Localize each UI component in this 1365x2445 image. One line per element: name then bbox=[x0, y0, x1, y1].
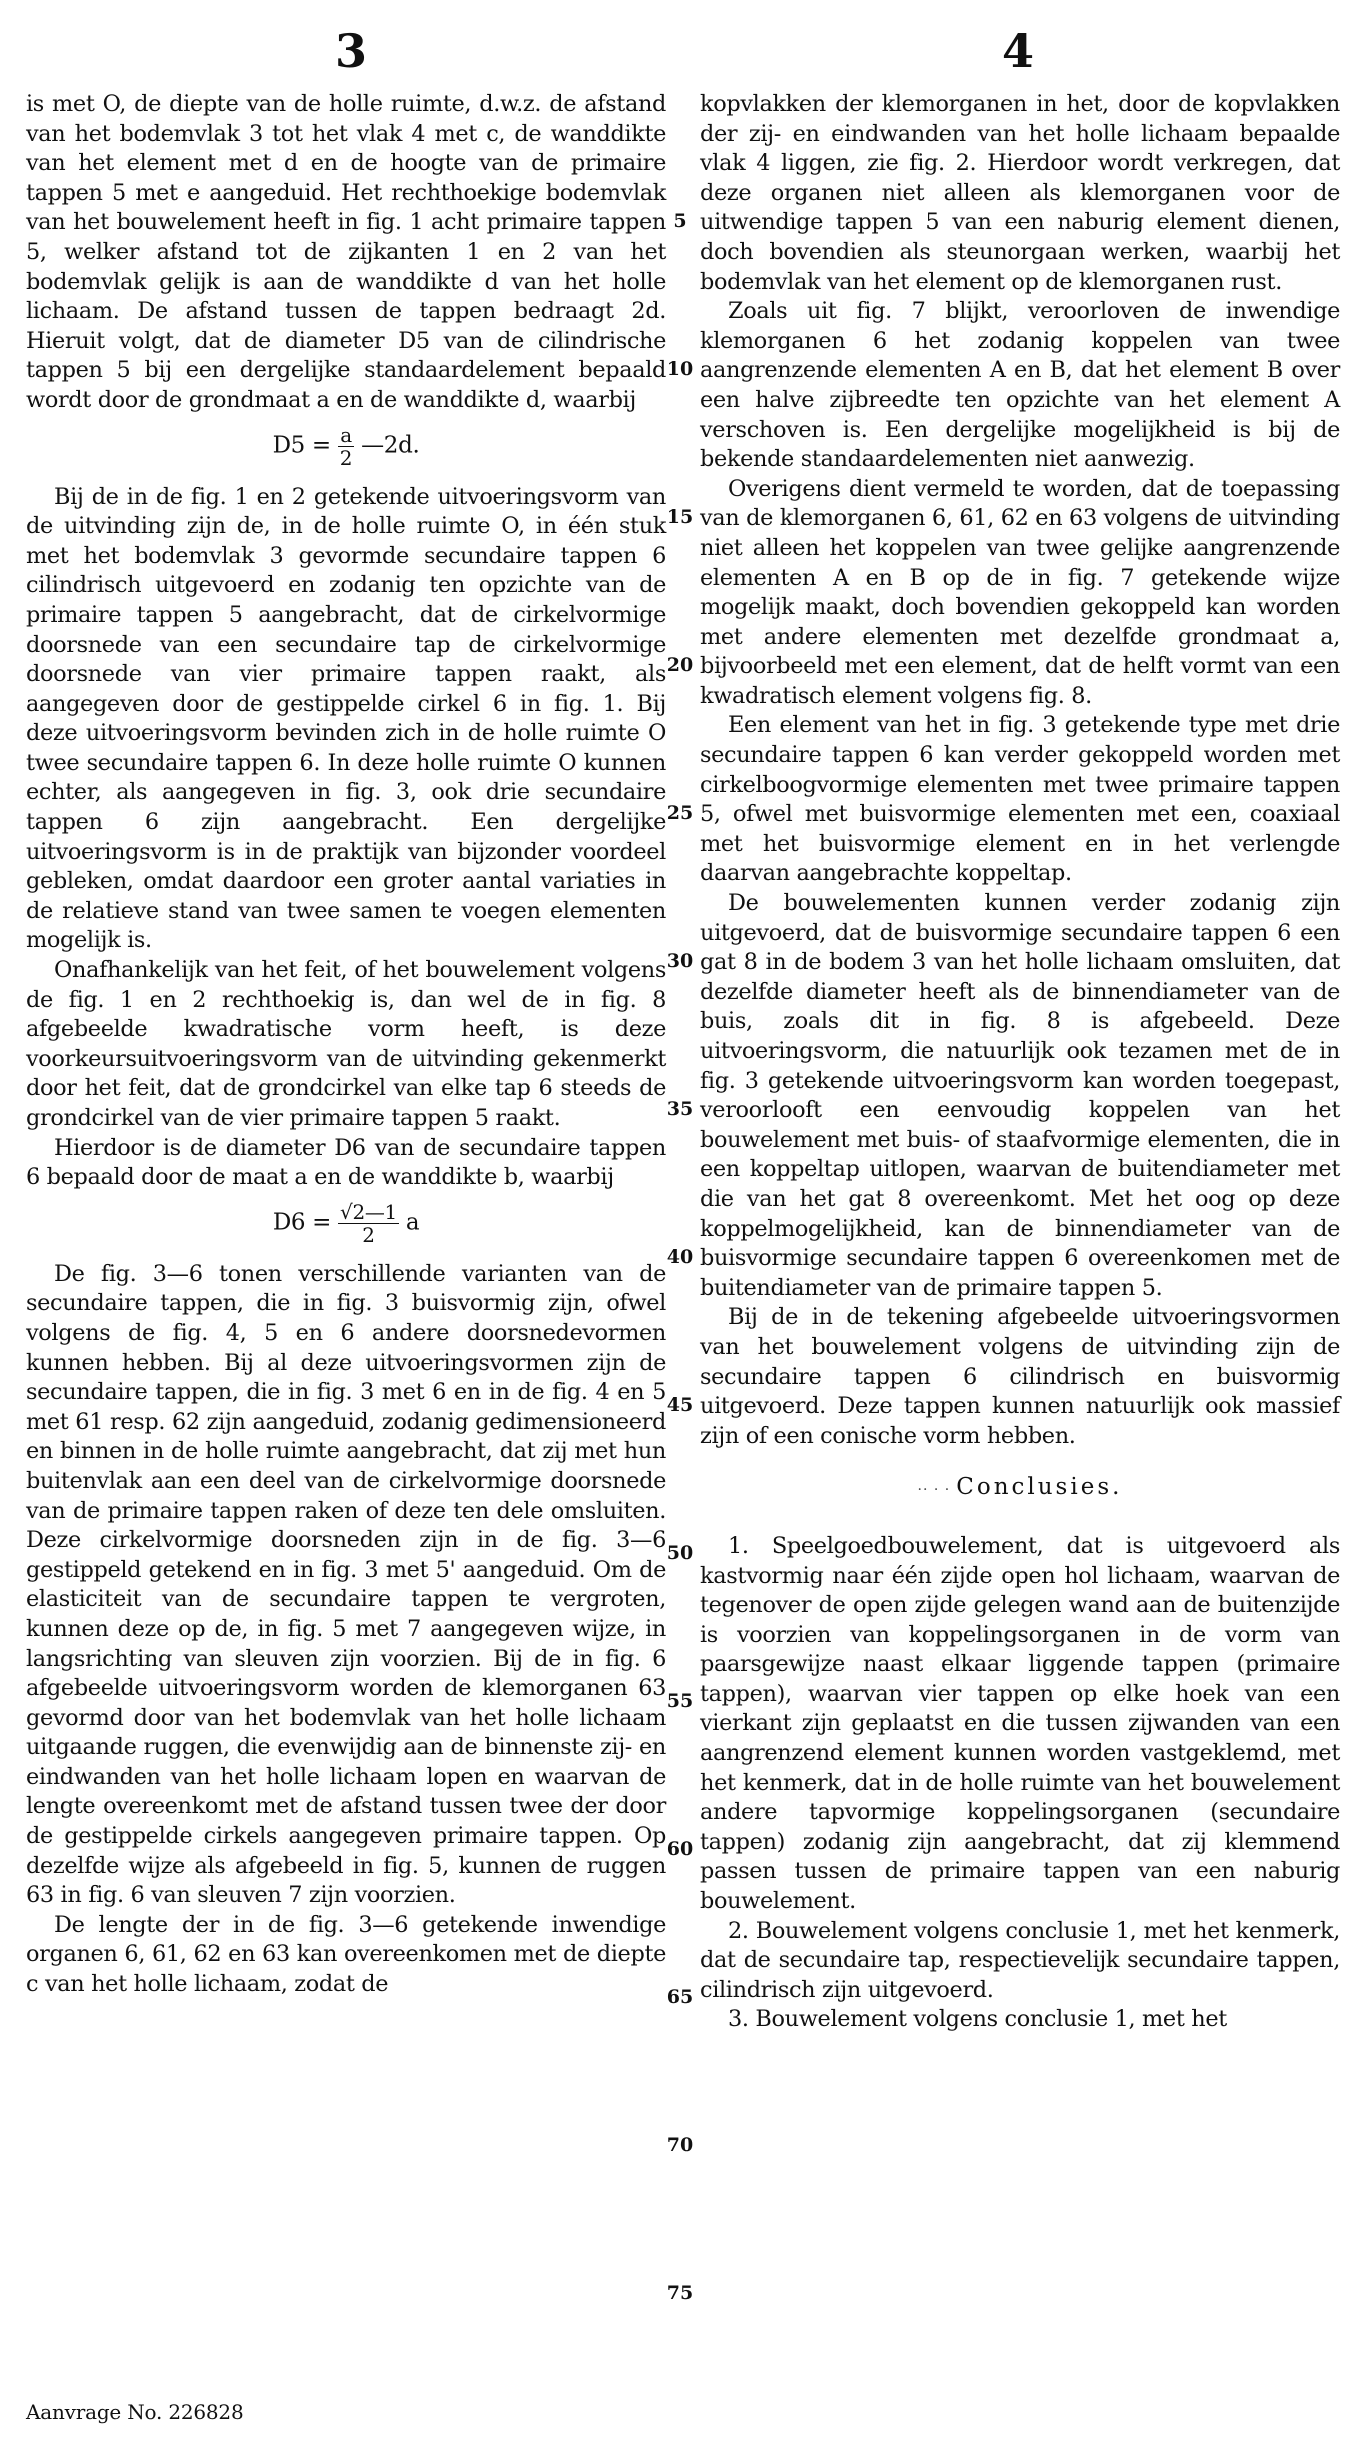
line-number: 10 bbox=[666, 358, 694, 381]
paragraph: De fig. 3—6 tonen verschillende varianten van de secundaire tappen, die in fig. 3 buisvormig zijn, ofwel volgens de fig. 4, 5 en 6 andere doorsnedevormen kunnen hebben. Bij al deze uitvoeringsvormen zijn de secundaire tappen, die in fig. 3 met 6 en in de fig. 4 en 5 met 61 resp. 62 zijn aangeduid, zodanig gedimensioneerd en binnen in de holle ruimte aangebracht, dat zij met hun buitenvlak aan een deel van de cirkelvormige doorsnede van de primaire tappen raken of deze ten dele omsluiten. Deze cirkelvormige doorsneden zijn in de fig. 3—6 gestippeld getekend en in fig. 3 met 5' aangeduid. Om de elasticiteit van de secundaire tappen te vergroten, kunnen deze op de, in fig. 5 met 7 aangegeven wijze, in langsrichting van sleuven zijn voorzien. Bij de in fig. 6 afgebeelde uitvoeringsvorm worden de klemorganen 63 gevormd door van het bodemvlak van het holle lichaam uitgaande ruggen, die evenwijdig aan de binnenste zij- en eindwanden van het holle lichaam lopen en waarvan de lengte overeenkomt met de afstand tussen twee der door de gestippelde cirkels aangegeven primaire tappen. Op dezelfde wijze als afgebeeld in fig. 5, kunnen de ruggen 63 in fig. 6 van sleuven 7 zijn voorzien. bbox=[26, 1260, 666, 1909]
claim-1: 1. Speelgoedbouwelement, dat is uitgevoerd als kastvormig naar één zijde open hol lichaam, waarvan de tegenover de open zijde gelegen wand aan de buitenzijde is voorzien van koppelingsorganen in de vorm van paarsgewijze naast elkaar liggende tappen (primaire tappen), waarvan vier tappen op elke hoek van een vierkant zijn geplaatst en die tussen zijwanden van een aangrenzend element kunnen worden vastgeklemd, met het kenmerk, dat in de holle ruimte van het bouwelement andere tapvormige koppelingsorganen (secundaire tappen) zodanig zijn aangebracht, dat zij klemmend passen tussen de primaire tappen van een naburig bouwelement. bbox=[700, 1532, 1340, 1915]
line-number: 35 bbox=[666, 1098, 694, 1121]
line-number-gutter bbox=[660, 0, 700, 2445]
page-number-left: 3 bbox=[335, 24, 368, 78]
application-number-footer: Aanvrage No. 226828 bbox=[26, 2400, 244, 2424]
paragraph: De lengte der in de fig. 3—6 getekende inwendige organen 6, 61, 62 en 63 kan overeenkomen met de diepte c van het holle lichaam, zodat de bbox=[26, 1911, 666, 1998]
claim-3: 3. Bouwelement volgens conclusie 1, met het bbox=[728, 2006, 1227, 2033]
paragraph: Bij de in de fig. 1 en 2 getekende uitvoeringsvorm van de uitvinding zijn de, in de holle ruimte O, in één stuk met het bodemvlak 3 gevormde secundaire tappen 6 cilindrisch uitgevoerd en zodanig ten opzichte van de primaire tappen 5 aangebracht, dat de cirkelvormige doorsnede van een secundaire tap de cirkelvormige doorsnede van vier primaire tappen raakt, als aangegeven door de gestippelde cirkel 6 in fig. 1. Bij deze uitvoeringsvorm bevinden zich in de holle ruimte O twee secundaire tappen 6. In deze holle ruimte O kunnen echter, als aangegeven in fig. 3, ook drie secundaire tappen 6 zijn aangebracht. Een dergelijke uitvoeringsvorm is in de praktijk van bijzonder voordeel gebleken, omdat daardoor een groter aantal variaties in de relatieve stand van twee samen te voegen elementen mogelijk is. bbox=[26, 483, 666, 954]
line-number: 60 bbox=[666, 1838, 694, 1861]
paragraph: Overigens dient vermeld te worden, dat de toepassing van de klemorganen 6, 61, 62 en 63 volgens de uitvinding niet alleen het koppelen van twee gelijke aangrenzende elementen A en B op de in fig. 7 getekende wijze mogelijk maakt, doch bovendien gekoppeld kan worden met andere elementen met dezelfde grondmaat a, bijvoorbeeld met een element, dat de helft vormt van een kwadratisch element volgens fig. 8. bbox=[700, 475, 1340, 709]
line-number: 15 bbox=[666, 506, 694, 529]
line-number: 70 bbox=[666, 2134, 694, 2157]
line-number: 75 bbox=[666, 2282, 694, 2305]
line-number: 55 bbox=[666, 1690, 694, 1713]
paragraph: Een element van het in fig. 3 getekende type met drie secundaire tappen 6 kan verder gekoppeld worden met cirkelboogvormige elementen met twee primaire tappen 5, ofwel met buisvormige elementen met een, coaxiaal met het buisvormige element en in het verlengde daarvan aangebrachte koppeltap. bbox=[700, 712, 1340, 887]
left-text-column bbox=[26, 90, 666, 2000]
line-number: 25 bbox=[666, 802, 694, 825]
fraction-numerator: a bbox=[338, 424, 354, 447]
paragraph: Onafhankelijk van het feit, of het bouwelement volgens de fig. 1 en 2 rechthoekig is, dan wel de in fig. 8 afgebeelde kwadratische vorm heeft, is deze voorkeursuitvoeringsvorm van de uitvinding gekenmerkt door het feit, dat de grondcirkel van elke tap 6 steeds de grondcirkel van de vier primaire tappen 5 raakt. bbox=[26, 957, 666, 1131]
line-number: 50 bbox=[666, 1542, 694, 1565]
paragraph: Bij de in de tekening afgebeelde uitvoeringsvormen van het bouwelement volgens de uitvinding zijn de secundaire tappen 6 cilindrisch en buisvormig uitgevoerd. Deze tappen kunnen natuurlijk ook massief zijn of een conische vorm hebben. bbox=[700, 1304, 1340, 1449]
formula-rhs: a bbox=[405, 1209, 420, 1236]
formula-d5 bbox=[26, 424, 666, 469]
line-number: 45 bbox=[666, 1394, 694, 1417]
formula-d6 bbox=[26, 1201, 666, 1246]
fraction-denominator: 2 bbox=[362, 1222, 375, 1247]
page-number-right: 4 bbox=[1002, 24, 1035, 78]
formula-rhs: —2d. bbox=[361, 432, 420, 459]
conclusions-heading-text: Conclusies. bbox=[956, 1474, 1123, 1501]
formula-lhs: D5 = bbox=[272, 432, 331, 459]
line-number: 40 bbox=[666, 1246, 694, 1269]
line-number: 65 bbox=[666, 1986, 694, 2009]
fraction-denominator: 2 bbox=[339, 445, 353, 470]
paragraph: Hierdoor is de diameter D6 van de secundaire tappen 6 bepaald door de maat a en de wanddikte b, waarbij bbox=[26, 1134, 666, 1191]
fraction bbox=[338, 1201, 399, 1246]
conclusions-heading bbox=[700, 1473, 1340, 1506]
fraction-numerator: √2—1 bbox=[340, 1199, 397, 1224]
line-number: 5 bbox=[673, 210, 687, 233]
decorative-dots: ·· · · bbox=[917, 1482, 951, 1499]
line-number: 20 bbox=[666, 654, 694, 677]
claim-2: 2. Bouwelement volgens conclusie 1, met het kenmerk, dat de secundaire tap, respectievelijk secundaire tappen, cilindrisch zijn uitgevoerd. bbox=[700, 1917, 1340, 2003]
line-number: 30 bbox=[666, 950, 694, 973]
paragraph: is met O, de diepte van de holle ruimte, d.w.z. de afstand van het bodemvlak 3 tot het vlak 4 met c, de wanddikte van het element met d en de hoogte van de primaire tappen 5 met e aangeduid. Het rechthoekige bodemvlak van het bouwelement heeft in fig. 1 acht primaire tappen 5, welker afstand tot de zijkanten 1 en 2 van het bodemvlak gelijk is aan de wanddikte d van het holle lichaam. De afstand tussen de tappen bedraagt 2d. Hieruit volgt, dat de diameter D5 van de cilindrische tappen 5 bij een dergelijke standaardelement bepaald wordt door de grondmaat a en de wanddikte d, waarbij bbox=[26, 91, 666, 413]
formula-lhs: D6 = bbox=[272, 1209, 332, 1236]
paragraph: De bouwelementen kunnen verder zodanig zijn uitgevoerd, dat de buisvormige secundaire tappen 6 een gat 8 in de bodem 3 van het holle lichaam omsluiten, dat dezelfde diameter heeft als de binnendiameter van de buis, zoals dit in fig. 8 is afgebeeld. Deze uitvoeringsvorm, die natuurlijk ook tezamen met de in fig. 3 getekende uitvoeringsvorm kan worden toegepast, veroorlooft een eenvoudig koppelen van het bouwelement met buis- of staafvormige elementen, die in een koppeltap uitlopen, waarvan de buitendiameter met die van het gat 8 overeenkomt. Met het oog op deze koppelmogelijkheid, kan de binnendiameter van de buisvormige secundaire tappen 6 overeenkomen met de buitendiameter van de primaire tappen 5. bbox=[700, 890, 1340, 1301]
fraction bbox=[338, 424, 354, 469]
paragraph: Zoals uit fig. 7 blijkt, veroorloven de inwendige klemorganen 6 het zodanig koppelen van twee aangrenzende elementen A en B, dat het element B over een halve zijbreedte ten opzichte van het element A verschoven is. Een dergelijke mogelijkheid is bij de bekende standaardelementen niet aanwezig. bbox=[700, 298, 1340, 473]
paragraph: kopvlakken der klemorganen in het, door de kopvlakken der zij- en eindwanden van het holle lichaam bepaalde vlak 4 liggen, zie fig. 2. Hierdoor wordt verkregen, dat deze organen niet alleen als klemorganen voor de uitwendige tappen 5 van een naburig element dienen, doch bovendien als steunorgaan werken, waarbij het bodemvlak van het element op de klemorganen rust. bbox=[700, 91, 1340, 295]
right-text-column bbox=[700, 90, 1340, 2035]
